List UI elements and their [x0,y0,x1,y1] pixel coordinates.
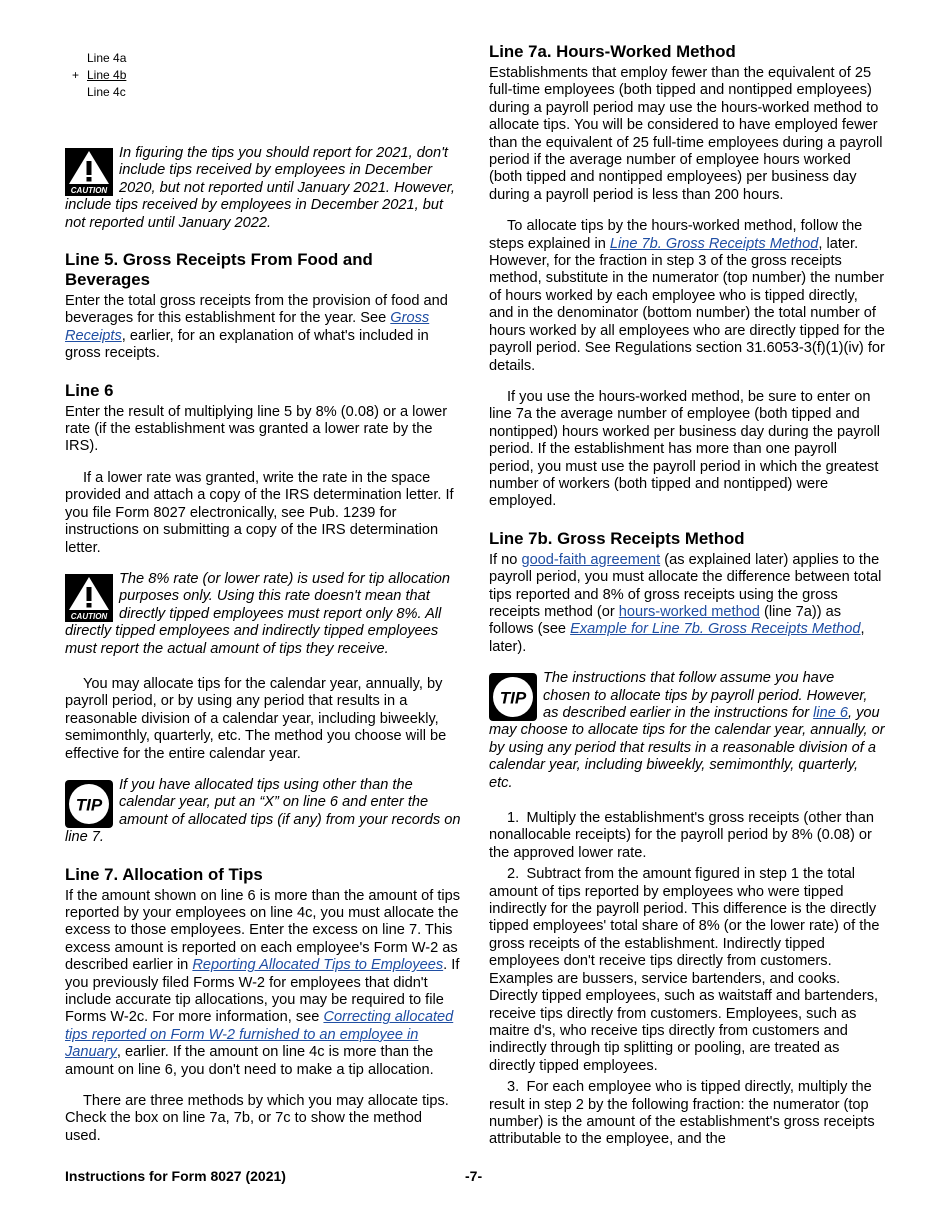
line6-heading: Line 6 [65,380,114,400]
tip-text-1: If you have allocated tips using other than the calendar year, put an “X” on line 6 and enter the amount of allocated tips (if any) from your records on line 7. [65,776,461,846]
svg-text:TIP: TIP [75,795,103,815]
caution-text-1: In figuring the tips you should report for 2021, don't include tips received by employees in December 2020, but not reported until January 2021. However, include tips received by employees in December 2021, but not reported until January 2022. [65,145,455,231]
svg-text:CAUTION: CAUTION [70,611,108,621]
gross-receipts-link[interactable]: Gross Receipts [65,310,430,344]
tip-note-1 [65,777,461,847]
example-line7b-link[interactable]: Example for Line 7b. Gross Receipts Method [570,621,861,638]
line6-link[interactable]: line 6 [813,705,849,721]
line7-paragraph-1: If the amount shown on line 6 is more than the amount of tips reported by your employees on line 4c, you must allocate the excess to those employees. Enter the excess on line 7. This excess amount is reported on each employee's Form W-2 as described earlier in Reporting Allocated Tips to Employees. If you previously filed Forms W-2 for employees that didn't include accurate tip allocations, you may be required to file Forms W-2c. For more information, see Correcting allocated tips reported on Form W-2 furnished to an employee in January, earlier. If the amount on line 4c is more than the amount on line 6, you don't need to make a tip allocation. [65,887,461,1078]
good-faith-agreement-link[interactable]: good-faith agreement [521,551,661,568]
line7b-paragraph-1: If no good-faith agreement (as explained later) applies to the payroll period, you must allocate the difference between total tips reported and 8% of gross receipts using the gross receipts method (or hours-worked method (line 7a)) as follows (see Example for Line 7b. Gross Receipts Method, later). [489,551,882,655]
svg-text:CAUTION: CAUTION [70,186,108,195]
line5-paragraph: Enter the total gross receipts from the provision of food and beverages for this establishment for the year. See Gross Receipts, earlier, for an explanation of what's included in gross receipts. [65,293,448,362]
line7b-heading: Line 7b. Gross Receipts Method [489,528,745,548]
correcting-allocated-tips-link[interactable]: Correcting allocated tips reported on Form W-2 furnished to an employee in January [65,1009,454,1061]
hours-worked-method-link[interactable]: hours-worked method [618,603,760,620]
line4c-label: Line 4c [87,85,126,99]
page-number: -7- [465,1168,483,1184]
step-2: 2. Subtract from the amount figured in step 1 the total amount of tips reported by employees who were tipped indirectly for the payroll period. This difference is the directly tipped employees' total share of 8% (or the lower rate) of the gross receipts of the establishment. Indirectly tipped employees don't receive tips directly from customers. Examples are bussers, service bartenders, and cooks. Directly tipped employees, such as waitstaff and bartenders, receive tips directly from customers. Employees, such as maitre d's, who receive tips directly from customers and indirectly through tip splitting or pooling, are treated as directly tipped employees. [489,866,880,1074]
line7a-paragraph-2: To allocate tips by the hours-worked method, follow the steps explained in Line 7b. Gross Receipts Method, later. However, for the fraction in step 3 of the gross receipts method, substitute in the numerator (top number) the number of hours worked by each employee who is tipped directly, and in the denominator (bottom number) the total number of hours worked by all employees who are directly tipped for the payroll period. See Regulations section 31.6053-3(f)(1)(iv) for details. [489,218,885,374]
line7a-paragraph-1: Establishments that employ fewer than the equivalent of 25 full-time employees (both tipped and nontipped employees) during a payroll period may use the hours-worked method to allocate tips. You will be considered to have employed fewer than the equivalent of 25 full-time employees during a payroll period if the average number of employee hours worked (both tipped and nontipped employees) per business day during a payroll period is less than 200 hours. [489,65,883,203]
reporting-allocated-tips-link[interactable]: Reporting Allocated Tips to Employees [192,957,444,974]
tip-text-2: The instructions that follow assume you have chosen to allocate tips by payroll period. However, as described earlier in the instructions for line 6, you may choose to allocate tips for the calendar year, annually, or by using any period that results in a reasonable division of a calendar year, including biweekly, semimonthly, quarterly, etc. [489,670,885,791]
caution-icon [65,148,113,196]
line6-paragraph-1: Enter the result of multiplying line 5 by 8% (0.08) or a lower rate (if the establishment was granted a lower rate by the IRS). [65,403,448,455]
left-column [65,40,461,1159]
line7-paragraph-2: There are three methods by which you may allocate tips. Check the box on line 7a, 7b, or 7c to show the method used. [65,1093,449,1144]
footer-form-title: Instructions for Form 8027 (2021) [65,1168,286,1184]
caution-text-2: The 8% rate (or lower rate) is used for tip allocation purposes only. Using this rate doesn't mean that directly tipped employees must report only 8%. All directly tipped employees and indirectly tipped employees must report the actual amount of tips they receive. [65,570,450,657]
step-3: 3. For each employee who is tipped directly, multiply the result in step 2 by the following fraction: the numerator (top number) is the amount of the establishment's gross receipts attributable to the employee, and the [489,1079,875,1148]
svg-text:TIP: TIP [499,688,527,708]
caution-note-1 [65,145,461,232]
caution-icon [65,574,113,622]
tip-icon [489,673,537,721]
line4-summary [65,50,461,101]
tip-note-2 [489,670,885,792]
caution-note-2 [65,571,461,658]
line7a-heading: Line 7a. Hours-Worked Method [489,42,736,61]
allocation-period-paragraph: You may allocate tips for the calendar year, annually, by payroll period, or by using any period that results in a reasonable division of a calendar year, including biweekly, semimonthly, quarterly, etc. The method you choose will be effective for the entire calendar year. [65,675,447,762]
line7-heading: Line 7. Allocation of Tips [65,864,263,884]
line4b-label: Line 4b [87,68,127,82]
line7a-paragraph-3: If you use the hours-worked method, be sure to enter on line 7a the average number of employee (both tipped and nontipped) hours worked per business day during the payroll period. If the establishment has more than one payroll period, you must use the payroll period in which the greatest number of workers (both tipped and nontipped) were employed. [489,388,881,510]
right-column [489,42,885,1153]
plus-sign: + [71,68,79,82]
tip-icon [65,780,113,828]
line7b-method-link[interactable]: Line 7b. Gross Receipts Method [609,235,819,252]
line6-paragraph-2: If a lower rate was granted, write the rate in the space provided and attach a copy of the IRS determination letter. If you file Form 8027 electronically, see Pub. 1239 for instructions on submitting a copy of the IRS determination letter. [65,469,454,556]
line5-heading: Line 5. Gross Receipts From Food and Beverages [65,250,373,290]
line4a-label: Line 4a [87,51,127,65]
step-1: 1. Multiply the establishment's gross receipts (other than nonallocable receipts) for the payroll period by 8% (0.08) or the approved lower rate. [489,810,874,861]
